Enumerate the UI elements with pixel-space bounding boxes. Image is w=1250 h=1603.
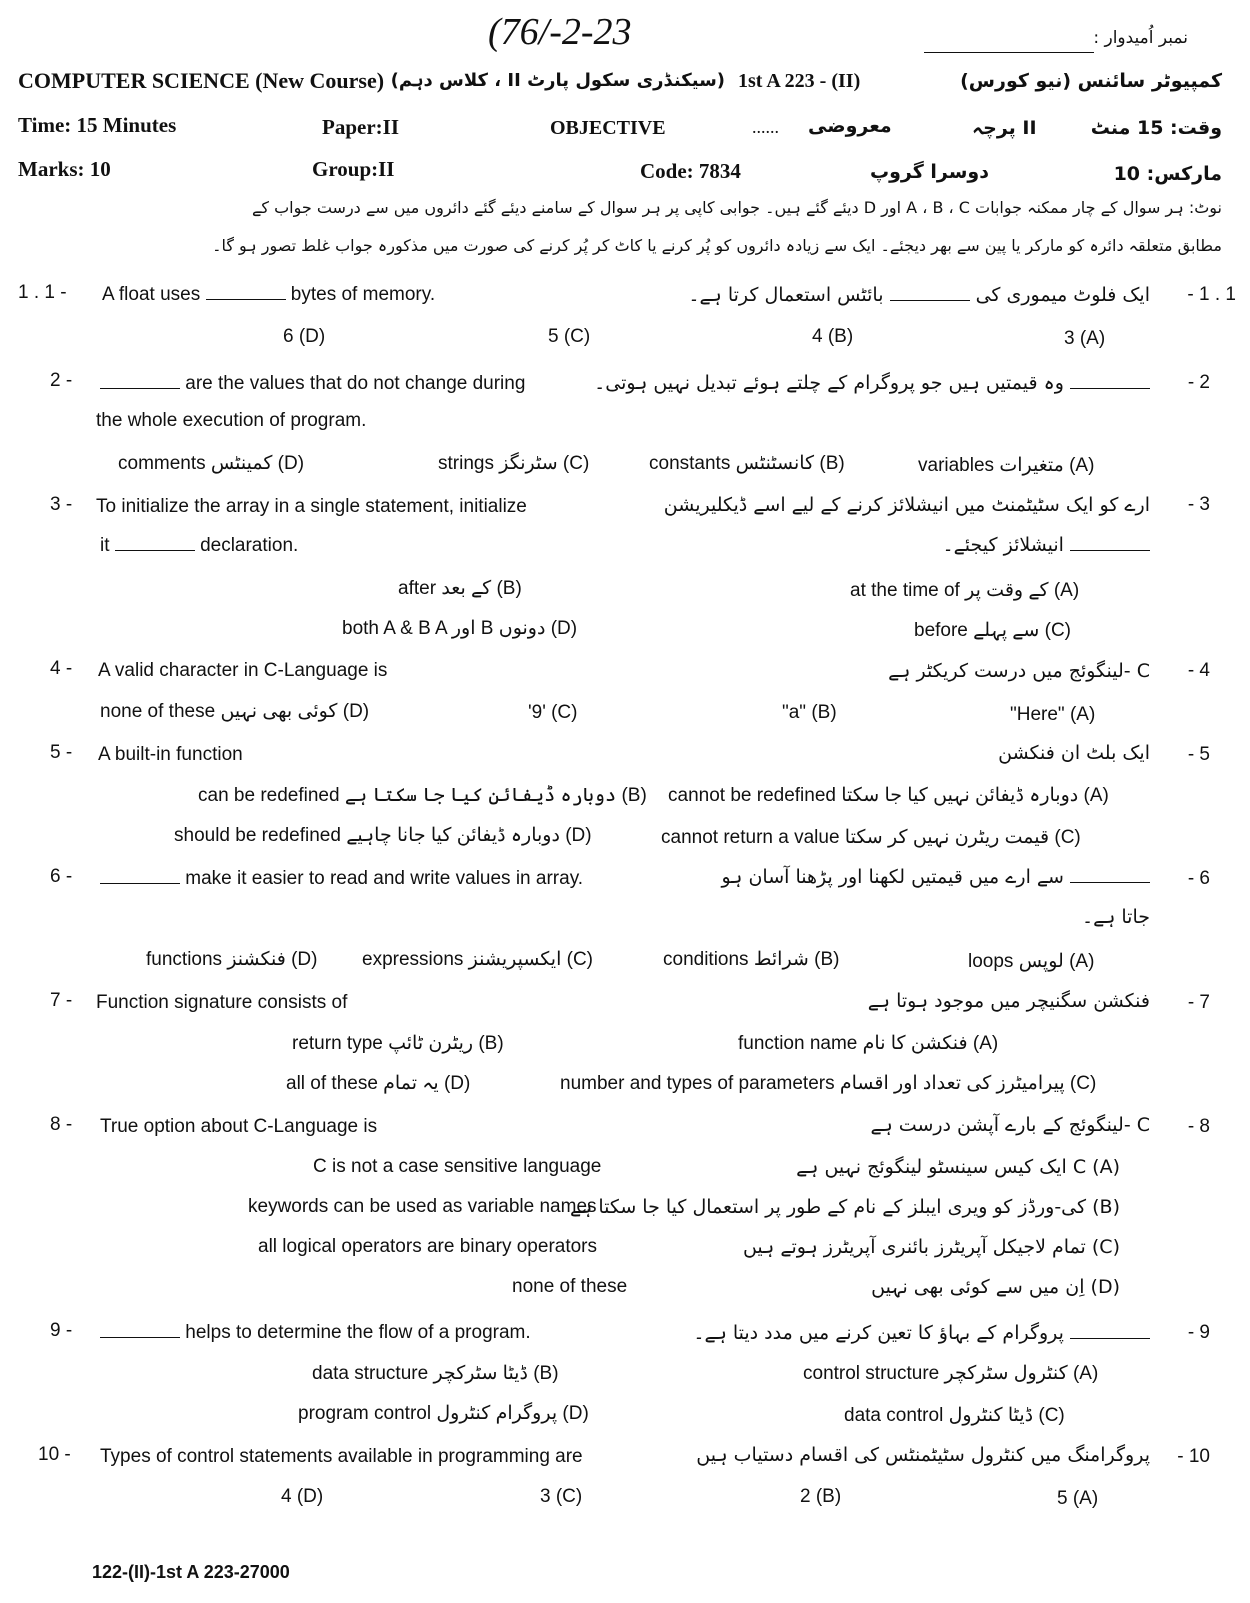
q9-blank bbox=[100, 1323, 180, 1338]
q6-blank bbox=[100, 869, 180, 884]
time-label: Time: 15 Minutes bbox=[18, 113, 177, 137]
q1-option-b: 4 (B) bbox=[812, 326, 854, 347]
q9-text bbox=[100, 1322, 531, 1344]
q9-option-b: data structure ڈیٹا سٹرکچر (B) bbox=[312, 1363, 559, 1384]
dots: ...... bbox=[752, 117, 779, 137]
q1-blank bbox=[206, 285, 286, 300]
q8-option-b-urdu: (B) کی-ورڈز کو ویری ایبلز کے نام کے طور پر استعمال کیا جا سکتا ہے bbox=[570, 1196, 1120, 1218]
q5-option-d: should be redefined دوبارہ ڈیفائن کیا جانا چاہیے (D) bbox=[174, 825, 592, 846]
q8-number: 8 - bbox=[50, 1114, 73, 1135]
q1-option-d: 6 (D) bbox=[283, 326, 326, 347]
q5-number: 5 - bbox=[50, 742, 73, 763]
q9-option-c: data control ڈیٹا کنٹرول (C) bbox=[844, 1405, 1065, 1426]
q6-text-urdu bbox=[721, 866, 1150, 888]
handwritten-note: (76/-2-23 bbox=[488, 11, 632, 53]
q6-option-b: conditions شرائط (B) bbox=[663, 949, 840, 970]
q10-number-right: - 10 bbox=[1177, 1446, 1210, 1467]
q2-option-a: variables متغیرات (A) bbox=[918, 455, 1095, 476]
q5-option-b: can be redefined دوبارہ ڈیفائن کیا جا سکتا ہے (B) bbox=[198, 785, 647, 806]
subject-title-urdu: کمپیوٹر سائنس (نیو کورس) bbox=[960, 70, 1222, 92]
q3-text-urdu-line-1: ارے کو ایک سٹیٹمنٹ میں انیشلائز کرنے کے لیے اسے ڈیکلیریشن bbox=[663, 494, 1150, 516]
q3-text-line-1: To initialize the array in a single statement, initialize bbox=[96, 496, 527, 517]
q4-option-c: '9' (C) bbox=[528, 702, 578, 723]
q3-number: 3 - bbox=[50, 494, 73, 515]
q8-option-b-en: keywords can be used as variable names bbox=[248, 1196, 597, 1217]
q1-text bbox=[102, 284, 435, 306]
instruction-note-line-1: نوٹ: ہر سوال کے چار ممکنہ جوابات A ، B ، C اور D دیئے گئے ہیں۔ جوابی کاپی پر ہر سوال کے سامنے دیئے گئے دائروں میں سے درست جواب کے bbox=[252, 198, 1222, 217]
q2-text bbox=[100, 373, 525, 395]
q3-option-d: both A & B A اور B دونوں (D) bbox=[342, 618, 578, 639]
roll-number-label: نمبر اُمیدوار : bbox=[1093, 28, 1188, 48]
q8-text-urdu: C -لینگوئج کے بارے آپشن درست ہے bbox=[870, 1114, 1150, 1136]
q10-text: Types of control statements available in programming are bbox=[100, 1446, 583, 1467]
objective-label: OBJECTIVE bbox=[550, 117, 666, 139]
q5-number-right: - 5 bbox=[1187, 744, 1210, 765]
q7-text-urdu: فنکشن سگنیچر میں موجود ہوتا ہے bbox=[867, 990, 1150, 1012]
q3-urdu-blank bbox=[1070, 536, 1150, 551]
q6-option-d: functions فنکشنز (D) bbox=[146, 949, 318, 970]
q5-option-a: cannot be redefined دوبارہ ڈیفائن نہیں کیا جا سکتا (A) bbox=[668, 785, 1109, 806]
q2-option-c: strings سٹرنگز (C) bbox=[438, 453, 590, 474]
marks-label-urdu: مارکس: 10 bbox=[1113, 163, 1222, 185]
roll-number-line bbox=[924, 52, 1094, 53]
q6-option-a: loops لوپس (A) bbox=[968, 951, 1095, 972]
q9-option-a: control structure کنٹرول سٹرکچر (A) bbox=[803, 1363, 1099, 1384]
q9-text-urdu bbox=[693, 1322, 1150, 1344]
q6-option-c: expressions ایکسپریشنز (C) bbox=[362, 949, 594, 970]
q6-text-urdu-line-2: جاتا ہے۔ bbox=[1081, 906, 1150, 928]
marks-label: Marks: 10 bbox=[18, 157, 111, 181]
q7-option-c: number and types of parameters پیرامیٹرز کی تعداد اور اقسام (C) bbox=[560, 1073, 1097, 1094]
q3-option-a: at the time of کے وقت پر (A) bbox=[850, 580, 1080, 601]
q3-urdu-2: انیشلائز کیجئے۔ bbox=[942, 534, 1064, 556]
q1-text-a: A float uses bbox=[102, 284, 201, 305]
q9-number: 9 - bbox=[50, 1320, 73, 1341]
q1-text-urdu bbox=[688, 284, 1150, 306]
q7-option-a: function name فنکشن کا نام (A) bbox=[738, 1033, 999, 1054]
code-label: Code: 7834 bbox=[640, 159, 741, 183]
q8-option-d-urdu: (D) اِن میں سے کوئی بھی نہیں bbox=[871, 1276, 1120, 1298]
q10-option-a: 5 (A) bbox=[1057, 1488, 1099, 1509]
q2-number: 2 - bbox=[50, 370, 73, 391]
q2-option-b: constants کانسٹنٹس (B) bbox=[649, 453, 845, 474]
q3-text-2b: declaration. bbox=[200, 535, 299, 556]
q8-text: True option about C-Language is bbox=[100, 1116, 378, 1137]
q8-option-c-urdu: (C) تمام لاجیکل آپریٹرز بائنری آپریٹرز ہوتے ہیں bbox=[742, 1236, 1120, 1258]
q6-number-right: - 6 bbox=[1187, 868, 1210, 889]
footer-code: 122-(II)-1st A 223-27000 bbox=[92, 1562, 290, 1582]
q4-option-d: none of these کوئی بھی نہیں (D) bbox=[100, 701, 370, 722]
q6-urdu-b: سے ارے میں قیمتیں لکھنا اور پڑھنا آسان ہو bbox=[721, 866, 1064, 888]
q8-number-right: - 8 bbox=[1187, 1116, 1210, 1137]
q5-text: A built-in function bbox=[98, 744, 243, 765]
q2-number-right: - 2 bbox=[1187, 372, 1210, 393]
q10-option-c: 3 (C) bbox=[540, 1486, 583, 1507]
q1-text-b: bytes of memory. bbox=[290, 284, 436, 305]
q1-urdu-b: بائٹس استعمال کرتا ہے۔ bbox=[688, 284, 884, 306]
q10-option-d: 4 (D) bbox=[281, 1486, 324, 1507]
q1-number: 1 . 1 - bbox=[18, 282, 67, 303]
q9-option-d: program control پروگرام کنٹرول (D) bbox=[298, 1403, 589, 1424]
q1-urdu-blank bbox=[890, 286, 970, 301]
q2-blank bbox=[100, 374, 180, 389]
group-label: Group:II bbox=[312, 157, 395, 181]
q7-text: Function signature consists of bbox=[96, 992, 348, 1013]
q4-option-a: "Here" (A) bbox=[1010, 704, 1096, 725]
q3-text-line-2 bbox=[100, 535, 298, 557]
q1-number-right: - 1 . 1 bbox=[1187, 284, 1236, 305]
paper-label: Paper:II bbox=[322, 115, 399, 139]
q3-text-2a: it bbox=[100, 535, 110, 556]
q4-number: 4 - bbox=[50, 658, 73, 679]
instruction-note-line-2: مطابق متعلقہ دائرہ کو مارکر یا پین سے بھر دیجئے۔ ایک سے زیادہ دائروں کو پُر کرنے یا کاٹ کر پُر کرنے کی صورت میں مذکورہ جواب غلط تصور ہو گا۔ bbox=[212, 236, 1222, 255]
q6-urdu-blank bbox=[1070, 868, 1150, 883]
q2-text-b: are the values that do not change during bbox=[185, 373, 526, 394]
q2-option-d: comments کمینٹس (D) bbox=[118, 453, 305, 474]
q2-urdu-blank bbox=[1070, 374, 1150, 389]
q8-option-c-en: all logical operators are binary operators bbox=[258, 1236, 598, 1257]
objective-label-urdu: معروضی bbox=[808, 115, 892, 137]
q9-text-b: helps to determine the flow of a program. bbox=[185, 1322, 531, 1343]
q2-text-urdu bbox=[594, 372, 1150, 394]
q10-text-urdu: پروگرامنگ میں کنٹرول سٹیٹمنٹس کی اقسام دستیاب ہیں bbox=[696, 1444, 1150, 1466]
q7-number: 7 - bbox=[50, 990, 73, 1011]
q2-text-line-2: the whole execution of program. bbox=[96, 410, 367, 431]
q2-urdu-b: وہ قیمتیں ہیں جو پروگرام کے چلتے ہوئے تبدیل نہیں ہوتی۔ bbox=[594, 372, 1064, 394]
paper-code-top: 1st A 223 - (II) bbox=[738, 70, 861, 92]
time-label-urdu: وقت: 15 منٹ bbox=[1090, 117, 1222, 139]
q4-number-right: - 4 bbox=[1187, 660, 1210, 681]
subject-title-en: COMPUTER SCIENCE (New Course) bbox=[18, 68, 385, 93]
q7-number-right: - 7 bbox=[1187, 992, 1210, 1013]
q5-text-urdu: ایک بلٹ ان فنکشن bbox=[998, 742, 1150, 764]
q1-urdu-a: ایک فلوٹ میموری کی bbox=[975, 284, 1150, 306]
q3-option-c: before سے پہلے (C) bbox=[914, 620, 1071, 641]
q3-number-right: - 3 bbox=[1187, 494, 1210, 515]
q6-number: 6 - bbox=[50, 866, 73, 887]
q1-option-a: 3 (A) bbox=[1064, 328, 1106, 349]
q3-text-urdu-line-2 bbox=[943, 534, 1151, 556]
q9-urdu-b: پروگرام کے بہاؤ کا تعین کرنے میں مدد دیتا ہے۔ bbox=[693, 1322, 1064, 1344]
q6-text bbox=[100, 868, 583, 890]
q3-option-b: after کے بعد (B) bbox=[398, 578, 522, 599]
group-label-urdu: دوسرا گروپ bbox=[870, 161, 989, 183]
q4-text: A valid character in C-Language is bbox=[98, 660, 388, 681]
q1-option-c: 5 (C) bbox=[548, 326, 591, 347]
q5-option-c: cannot return a value قیمت ریٹرن نہیں کر سکتا (C) bbox=[661, 827, 1081, 848]
q10-number: 10 - bbox=[38, 1444, 71, 1465]
q4-text-urdu: C -لینگوئج میں درست کریکٹر ہے bbox=[888, 660, 1150, 682]
q9-urdu-blank bbox=[1070, 1324, 1150, 1339]
paper-label-urdu: II پرچہ bbox=[972, 117, 1037, 139]
q6-text-b: make it easier to read and write values in array. bbox=[185, 868, 584, 889]
q8-option-a-en: C is not a case sensitive language bbox=[313, 1156, 602, 1177]
q10-option-b: 2 (B) bbox=[800, 1486, 842, 1507]
q8-option-d-en: none of these bbox=[512, 1276, 628, 1297]
q9-number-right: - 9 bbox=[1187, 1322, 1210, 1343]
q3-blank bbox=[115, 536, 195, 551]
q8-option-a-urdu: (A) C ایک کیس سینسٹو لینگوئج نہیں ہے bbox=[796, 1156, 1120, 1178]
q7-option-b: return type ریٹرن ٹائپ (B) bbox=[292, 1033, 504, 1054]
q7-option-d: all of these یہ تمام (D) bbox=[286, 1073, 471, 1094]
q4-option-b: "a" (B) bbox=[782, 702, 837, 723]
subject-title-urdu-part: (سیکنڈری سکول پارٹ II ، کلاس دہم) bbox=[390, 70, 725, 91]
